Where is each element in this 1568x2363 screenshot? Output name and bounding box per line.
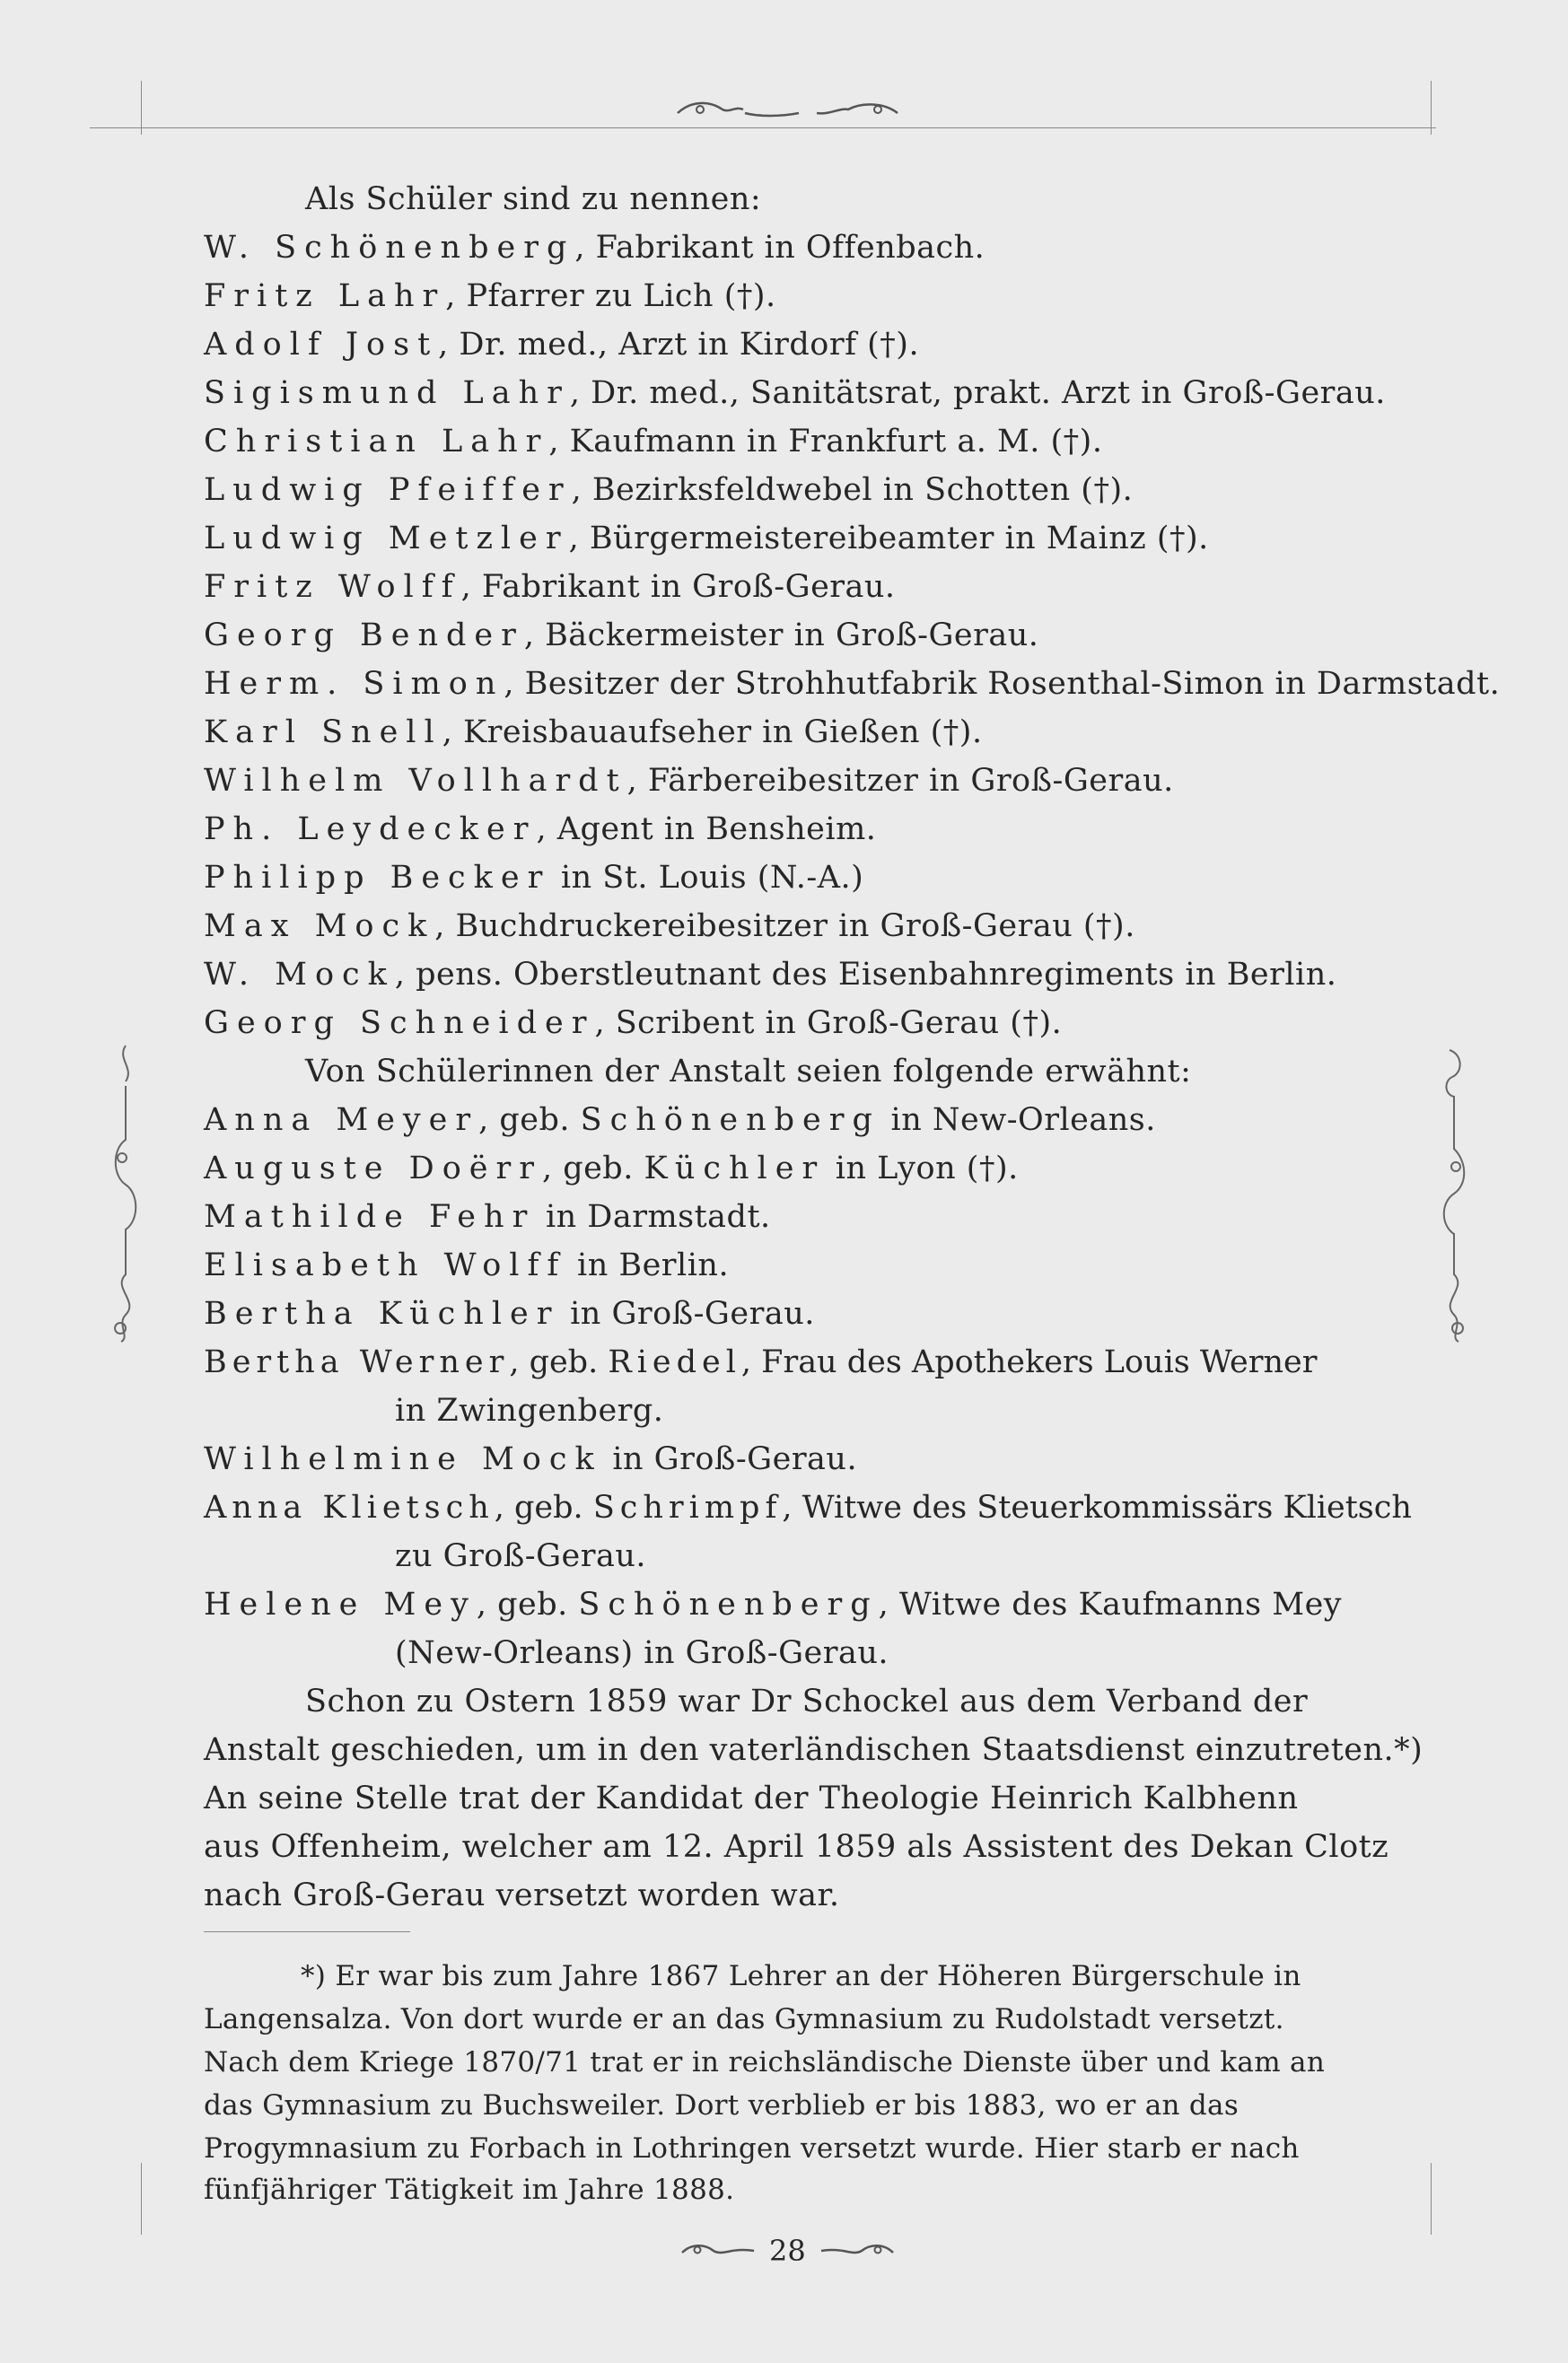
list-item: Christian Lahr, Kaufmann in Frankfurt a. M. (†). <box>204 424 1103 459</box>
list-item: Anna Meyer, geb. Schönenberg in New-Orleans. <box>204 1102 1156 1138</box>
paragraph-line: aus Offenheim, welcher am 12. April 1859 als Assistent des Dekan Clotz <box>204 1829 1389 1865</box>
footnote-line: fünfjähriger Tätigkeit im Jahre 1888. <box>204 2174 735 2206</box>
list-item: Karl Snell, Kreisbauaufseher in Gießen (†). <box>204 714 983 750</box>
right-margin-rule-bottom <box>1431 2163 1432 2235</box>
paragraph-line: nach Groß-Gerau versetzt worden war. <box>204 1877 840 1913</box>
list-item-continuation: in Zwingenberg. <box>395 1393 664 1429</box>
list-item: Fritz Wolff, Fabrikant in Groß-Gerau. <box>204 569 896 605</box>
list-item: Georg Bender, Bäckermeister in Groß-Gerau. <box>204 617 1039 653</box>
list-item: Wilhelmine Mock in Groß-Gerau. <box>204 1441 858 1477</box>
list-item: Auguste Doërr, geb. Küchler in Lyon (†). <box>204 1151 1019 1186</box>
list-item-continuation: (New-Orleans) in Groß-Gerau. <box>395 1635 889 1671</box>
list-item: Fritz Lahr, Pfarrer zu Lich (†). <box>204 278 776 314</box>
footnote-line: Nach dem Kriege 1870/71 trat er in reichsländische Dienste über und kam an <box>204 2046 1326 2079</box>
paragraph-line: An seine Stelle trat der Kandidat der Theologie Heinrich Kalbhenn <box>204 1781 1299 1816</box>
list-item: W. Mock, pens. Oberstleutnant des Eisenbahnregiments in Berlin. <box>204 957 1337 993</box>
list-item: Helene Mey, geb. Schönenberg, Witwe des Kaufmanns Mey <box>204 1587 1343 1623</box>
list-item: Bertha Küchler in Groß-Gerau. <box>204 1296 815 1332</box>
list-item: Mathilde Fehr in Darmstadt. <box>204 1199 771 1235</box>
paragraph-line: Anstalt geschieden, um in den vaterländischen Staatsdienst einzutreten.*) <box>204 1732 1423 1768</box>
footnote-divider <box>204 1931 410 1932</box>
list-item: Anna Klietsch, geb. Schrimpf, Witwe des Steuerkommissärs Klietsch <box>204 1490 1412 1526</box>
list-item: Herm. Simon, Besitzer der Strohhutfabrik Rosenthal-Simon in Darmstadt. <box>204 666 1501 702</box>
footnote-line: *) Er war bis zum Jahre 1867 Lehrer an der Höheren Bürgerschule in <box>301 1960 1301 1992</box>
page-number: 28 <box>769 2234 806 2268</box>
paragraph-line: Schon zu Ostern 1859 war Dr Schockel aus dem Verband der <box>305 1684 1309 1720</box>
list-item: W. Schönenberg, Fabrikant in Offenbach. <box>204 230 985 266</box>
list-item: Bertha Werner, geb. Riedel, Frau des Apothekers Louis Werner <box>204 1344 1318 1380</box>
list-item: Georg Schneider, Scribent in Groß-Gerau (†). <box>204 1005 1063 1041</box>
list-item: Ludwig Metzler, Bürgermeistereibeamter in Mainz (†). <box>204 521 1209 556</box>
left-margin-rule-top <box>141 81 142 135</box>
footnote-line: das Gymnasium zu Buchsweiler. Dort verblieb er bis 1883, wo er an das <box>204 2089 1240 2122</box>
top-ornament-icon <box>673 97 907 124</box>
right-margin-ornament-icon <box>1436 1041 1472 1346</box>
list-item: Ludwig Pfeiffer, Bezirksfeldwebel in Schotten (†). <box>204 472 1134 508</box>
list-item: Philipp Becker in St. Louis (N.-A.) <box>204 860 864 896</box>
page-number-right-flourish-icon <box>817 2240 898 2262</box>
list-item-continuation: zu Groß-Gerau. <box>395 1538 647 1574</box>
footnote-line: Progymnasium zu Forbach in Lothringen versetzt wurde. Hier starb er nach <box>204 2132 1300 2165</box>
right-margin-rule-top <box>1431 81 1432 135</box>
list-item: Wilhelm Vollhardt, Färbereibesitzer in Groß-Gerau. <box>204 763 1174 799</box>
list-item: Max Mock, Buchdruckereibesitzer in Groß-Gerau (†). <box>204 908 1135 944</box>
footnote-line: Langensalza. Von dort wurde er an das Gymnasium zu Rudolstadt versetzt. <box>204 2003 1284 2035</box>
list-item: Ph. Leydecker, Agent in Bensheim. <box>204 811 877 847</box>
left-margin-rule-bottom <box>141 2163 142 2235</box>
list-item: Sigismund Lahr, Dr. med., Sanitätsrat, prakt. Arzt in Groß-Gerau. <box>204 375 1386 411</box>
page-number-left-flourish-icon <box>678 2240 758 2262</box>
intro2-line: Von Schülerinnen der Anstalt seien folgende erwähnt: <box>305 1054 1192 1090</box>
list-item: Elisabeth Wolff in Berlin. <box>204 1247 730 1283</box>
top-rule <box>90 127 1436 128</box>
intro-line: Als Schüler sind zu nennen: <box>305 181 762 217</box>
list-item: Adolf Jost, Dr. med., Arzt in Kirdorf (†). <box>204 327 920 363</box>
left-margin-ornament-icon <box>108 1041 144 1346</box>
